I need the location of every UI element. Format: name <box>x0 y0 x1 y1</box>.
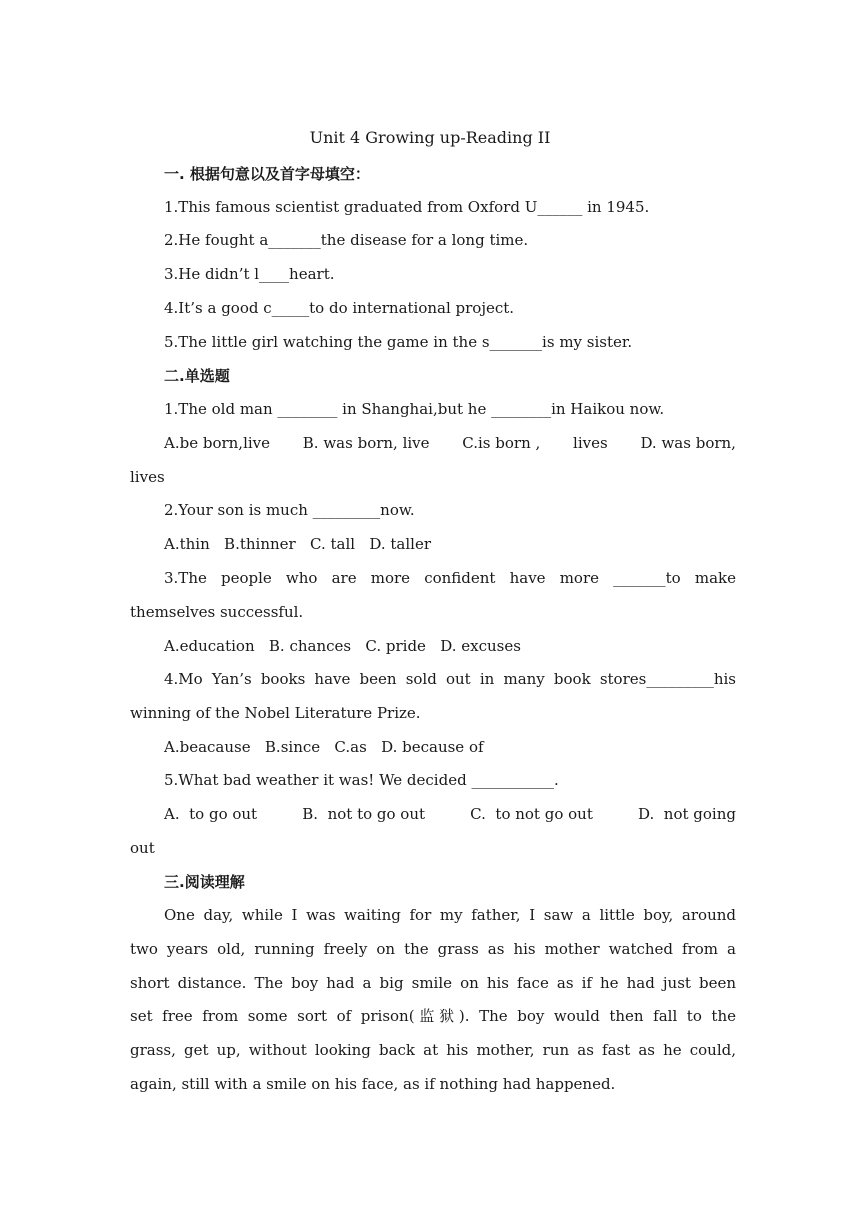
section-3-heading: 三.阅读理解 <box>164 873 245 891</box>
fill-blank-item-5: 5.The little girl watching the game in the s_______is my sister. <box>164 333 633 351</box>
question-2-stem: 2.Your son is much _________now. <box>164 501 415 519</box>
question-1-stem: 1.The old man ________ in Shanghai,but he ________in Haikou now. <box>164 400 665 418</box>
question-1-option-d: D. was born, <box>640 434 736 452</box>
question-3-options: A.education B. chances C. pride D. excuses <box>164 637 521 655</box>
question-4-options: A.beacause B.since C.as D. because of <box>164 738 484 756</box>
section-2-heading: 二.单选题 <box>164 367 230 385</box>
question-3-wrap: themselves successful. <box>130 603 304 621</box>
question-5-stem: 5.What bad weather it was! We decided ___________. <box>164 771 559 789</box>
fill-blank-item-2: 2.He fought a_______the disease for a long time. <box>164 231 529 249</box>
question-5-wrap: out <box>130 839 155 857</box>
reading-paragraph-line-3: short distance. The boy had a big smile on his face as if he had just been <box>130 974 736 992</box>
page-title: Unit 4 Growing up-Reading II <box>309 128 551 147</box>
reading-paragraph-line-6: again, still with a smile on his face, as if nothing had happened. <box>130 1075 616 1093</box>
question-1-option-a: A.be born,live <box>164 434 271 452</box>
question-4-wrap: winning of the Nobel Literature Prize. <box>130 704 421 722</box>
question-5-option-b: B. not to go out <box>302 805 426 823</box>
question-1-option-c: C.is born , <box>462 434 541 452</box>
reading-paragraph-line-2: two years old, running freely on the grass as his mother watched from a <box>130 940 736 958</box>
question-5-option-a: A. to go out <box>164 805 258 823</box>
question-5-option-c: C. to not go out <box>470 805 593 823</box>
fill-blank-item-4: 4.It’s a good c_____to do international project. <box>164 299 515 317</box>
question-5-option-d: D. not going <box>638 805 736 823</box>
section-1-heading: 一. 根据句意以及首字母填空： <box>164 165 370 183</box>
fill-blank-item-3: 3.He didn’t l____heart. <box>164 265 335 283</box>
question-5-options <box>164 804 736 824</box>
question-1-option-c-cont: lives <box>573 434 608 452</box>
reading-paragraph-line-1: One day, while I was waiting for my father, I saw a little boy, around <box>164 906 736 924</box>
question-3-stem: 3.The people who are more confident have more _______to make <box>164 569 736 587</box>
question-4-stem: 4.Mo Yan’s books have been sold out in many book stores_________his <box>164 670 736 688</box>
reading-paragraph-line-5: grass, get up, without looking back at his mother, run as fast as he could, <box>130 1041 736 1059</box>
reading-paragraph-line-4: set free from some sort of prison(监狱). The boy would then fall to the <box>130 1007 736 1025</box>
question-1-wrap: lives <box>130 468 165 486</box>
question-1-option-b: B. was born, live <box>302 434 430 452</box>
question-2-options: A.thin B.thinner C. tall D. taller <box>164 535 431 553</box>
fill-blank-item-1: 1.This famous scientist graduated from Oxford U______ in 1945. <box>164 198 650 216</box>
question-1-options <box>164 433 736 453</box>
